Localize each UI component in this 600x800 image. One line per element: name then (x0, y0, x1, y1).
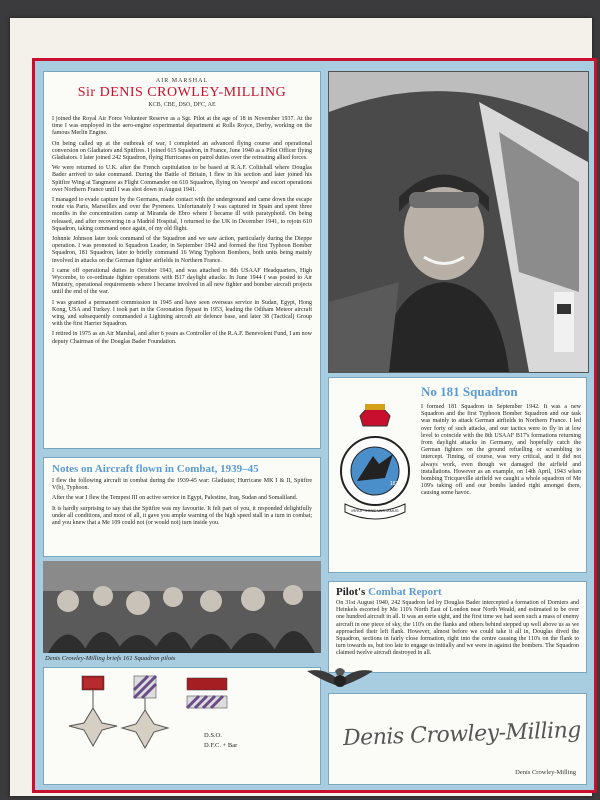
honours-label: KCB, CBE, DSO, DFC, AE (148, 102, 216, 108)
pilot-name: Sir DENIS CROWLEY-MILLING (77, 85, 287, 100)
ribbon-bars (187, 678, 227, 708)
squadron-panel (328, 377, 587, 573)
print-sheet (10, 18, 592, 796)
bio-paragraph: On being called up at the outbreak of war, I completed an advanced flying course and operational conversion on Gladiators and Spitfires. I joined 615 Squadron, in France, June 1940 as a Pilot Officer flying Gladiators. I later joined 242 Squadron, flying Hurricanes on patrol duties over the retreating allied forces. (52, 140, 312, 162)
medals-panel (43, 667, 321, 785)
bio-paragraph: I retired in 1975 as an Air Marshal, and after 6 years as Controller of the R.A.F. Benevolent Fund, I am now deputy Chairman of the Douglas Bader Foundation. (52, 331, 312, 345)
notes-paragraph: It is hardly surprising to say that the Spitfire was my favourite. It felt part of you, it responded delightfully under all conditions, and most of all, it gave you ample warning of the high speed stall in a turn in combat; and you knew that a Me 109 could not (or would not) turn inside you. (52, 505, 312, 527)
combat-report-text: On 31st August 1940, 242 Squadron led by Douglas Bader intercepted a formation of Dorniers and Heinkels escorted by Me 110's North East of London near North Weald, and estimated to be over one hundred aircraft in all. It was an eerie sight, and the first time we had seen such a mass of enemy aircraft in one piece of sky, the 110's on the flanks and others behind stepped up well above us as we approached their left flank. However, almost before we could take it all in, Douglas dived the Squadron, sections in fairly close formation, right into the centre causing the 110's on the flank to turn towards us, but too late to engage us initially and we were in against the bombers. The Squadron claimed twelve aircraft destroyed in all. (336, 600, 579, 657)
pilots-group-image (43, 561, 321, 653)
combat-report-title (336, 586, 579, 598)
signature-handwritten: Denis Crowley-Milling (342, 717, 582, 752)
bio-paragraph: I came off operational duties in October 1943, and was attached to 8th USAAF Headquarters, High Wycombe, to co-ordinate fighter operations with B17 daylight attacks. In June 1944 I was posted to Air Ministry, operational requirements where I became involved in all new fighter and bomber aircraft projects until the end of the war. (52, 267, 312, 296)
cockpit-portrait-photo (328, 71, 589, 373)
combat-title-suffix: Combat Report (368, 586, 442, 598)
biography-panel (43, 71, 321, 449)
bio-paragraph: I was granted a permanent commission in 1945 and have seen overseas service in Sudan, Egypt, Hong Kong, USA and Turkey. I took part in the Coronation flypast in 1953, leading the Odiham Meteor aircraft wing, and subsequently commanded a Lightning aircraft air defence base, and later 38 (Tactical) Group with the first Harrier Squadron. (52, 299, 312, 328)
bio-paragraph: I managed to evade capture by the Germans, made contact with the underground and came down the escape route via Paris, Marseilles and over the Pyrenees. Unfortunately I was captured in Spain and spent three months in the concentration camp at Miranda de Ebro where I became ill with paratyphoid. On being released, and after recovering in a Madrid Hospital, I returned to the UK in December 1941, to rejoin 610 Squadron, taking command once again, of my old flight. (52, 197, 312, 232)
medal-label-dfc: D.F.C. + Bar (204, 742, 238, 749)
signature-panel (328, 693, 587, 785)
squadron-text: I formed 181 Squadron in September 1942. It was a new Squadron and the first Typhoon Bomber Squadron and our task was mainly to attack German airfields in Northern France. I led over forty of such attacks, and our tactics were to fly in at low level to coincide with the 8th USAAF B17's formations returning from daylight attacks in Germany, and hopefully catch the German fighters on the ground refuelling or scrambling to intercept. Timing, of course, was very critical, and it did not always work, even though we damaged the airfield and installations. However as an example, on 14th April, 1943 when bombing Tricqueville airfield we caught a whole squadron of Me 109's taking off and our bombs landed right amongst them, causing some havoc. (421, 404, 581, 497)
medal-label-dso: D.S.O. (204, 732, 222, 739)
medals-image (44, 668, 321, 785)
signature-printed-name: Denis Crowley-Milling (515, 769, 576, 776)
bio-paragraph: I joined the Royal Air Force Volunteer Reserve as a Sgt. Pilot at the age of 18 in November 1937. At the time I was employed in the aero-engine experimental department at Rolls Royce, Derby, working on the famous Merlin Engine. (52, 116, 312, 137)
combat-title-prefix: Pilot's (336, 586, 366, 598)
notes-paragraph: After the war I flew the Tempest III on active service in Egypt, Palestine, Iraq, Sudan and Somaliland. (52, 495, 298, 502)
combat-report-panel (328, 581, 587, 673)
squadron-badge-motto: IRRUPTIONE VASTAMUS (351, 508, 399, 513)
squadron-badge-number: 181 (390, 481, 399, 487)
squadron-title: No 181 Squadron (421, 384, 518, 399)
aircraft-notes-panel (43, 457, 321, 557)
bio-paragraph: Johnnie Johnson later took command of the Squadron and we saw action, particularly during the Dieppe operation. I was promoted to Squadron Leader, in September 1942 and formed the first Typhoon Bomber Squadron, 181 Squadron, later to briefly command 16 Wing Typhoon Bombers, both units being mainly involved in attacks on the German fighter airfields in Northern France. (52, 236, 312, 264)
notes-title: Notes on Aircraft flown in Combat, 1939–45 (52, 463, 259, 475)
bio-paragraph: We were returned to U.K. after the French capitulation to be based at R.A.F. Coltishall where Douglas Bader arrived to take command. During the Battle of Britain, I flew in his section and later joined his Spitfire Wing at Tangmere as Flight Commander on 610 Squadron, flying on 'sweeps' and escort operations over Northern France until I was shot down in August 1941. (52, 165, 312, 193)
squadron-pilots-photo (43, 561, 321, 653)
raf-wings-emblem (305, 661, 375, 697)
rank-label: AIR MARSHAL (155, 78, 209, 84)
dso-medal (69, 676, 117, 746)
dfc-medal (122, 676, 168, 748)
squadron-badge (335, 386, 415, 536)
blue-border-frame (32, 58, 597, 793)
photo-caption: Denis Crowley-Milling briefs 161 Squadron pilots (45, 655, 176, 662)
cockpit-portrait-image (329, 72, 588, 372)
notes-paragraph: I flew the following aircraft in combat during the 1939-45 war: Gladiator, Hurricane MK I & II, Spitfire V(b), Typhoon. (52, 478, 312, 492)
